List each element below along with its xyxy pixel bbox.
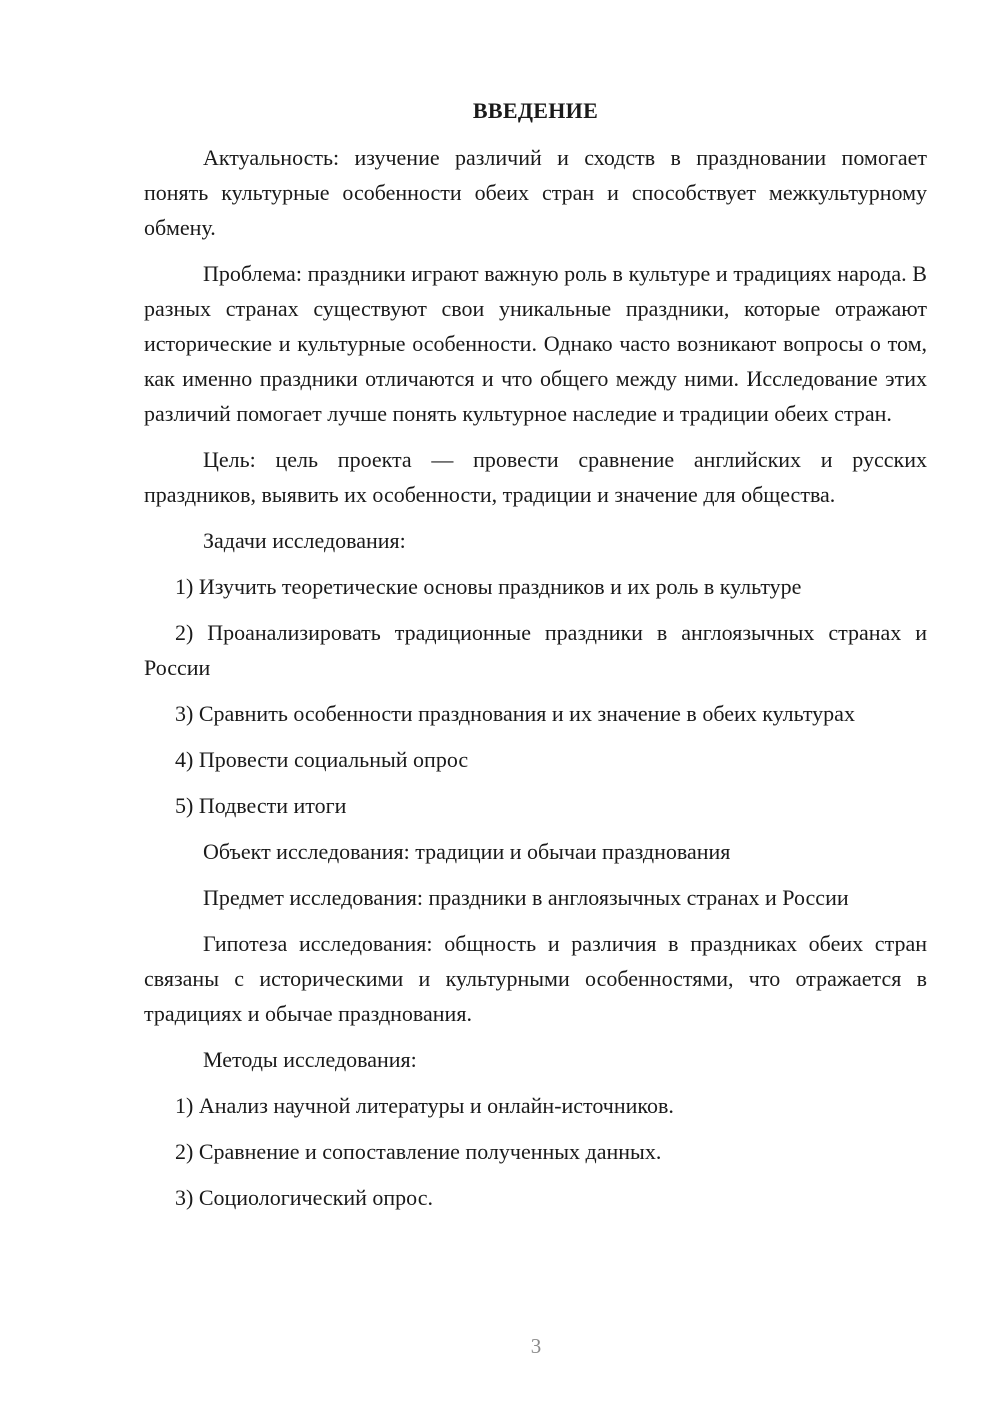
document-page (144, 96, 927, 1226)
section-title: ВВЕДЕНИЕ (472, 98, 599, 123)
methods-heading: Методы исследования: (203, 1047, 417, 1072)
method-item-2: 2) Сравнение и сопоставление полученных данных. (175, 1139, 662, 1164)
method-item-3: 3) Социологический опрос. (175, 1185, 433, 1210)
tasks-heading: Задачи исследования: (203, 528, 406, 553)
task-item-3: 3) Сравнить особенности празднования и их значение в обеих культурах (175, 701, 855, 726)
goal-paragraph: Цель: цель проекта — провести сравнение английских и русских праздников, выявить их особенности, традиции и значение для общества. (144, 447, 927, 507)
subject-paragraph: Предмет исследования: праздники в англоязычных странах и России (203, 885, 849, 910)
task-item-2: 2) Проанализировать традиционные праздники в англоязычных странах и России (144, 620, 927, 680)
task-item-4: 4) Провести социальный опрос (175, 747, 469, 772)
relevance-paragraph: Актуальность: изучение различий и сходств в праздновании помогает понять культурные особенности обеих стран и способствует межкультурному обмену. (144, 145, 927, 240)
problem-paragraph: Проблема: праздники играют важную роль в культуре и традициях народа. В разных странах существуют свои уникальные праздники, которые отражают исторические и культурные особенности. Однако часто возникают вопросы о том, как именно праздники отличаются и что общего между ними. Исследование этих различий помогает лучше понять культурное наследие и традиции обеих стран. (144, 261, 927, 426)
task-item-1: 1) Изучить теоретические основы праздников и их роль в культуре (175, 574, 802, 599)
task-item-5: 5) Подвести итоги (175, 793, 347, 818)
page-number: 3 (530, 1334, 542, 1358)
hypothesis-paragraph: Гипотеза исследования: общность и различия в праздниках обеих стран связаны с историческими и культурными особенностями, что отражается в традициях и обычае празднования. (144, 931, 927, 1026)
method-item-1: 1) Анализ научной литературы и онлайн-источников. (175, 1093, 674, 1118)
object-paragraph: Объект исследования: традиции и обычаи празднования (203, 839, 731, 864)
